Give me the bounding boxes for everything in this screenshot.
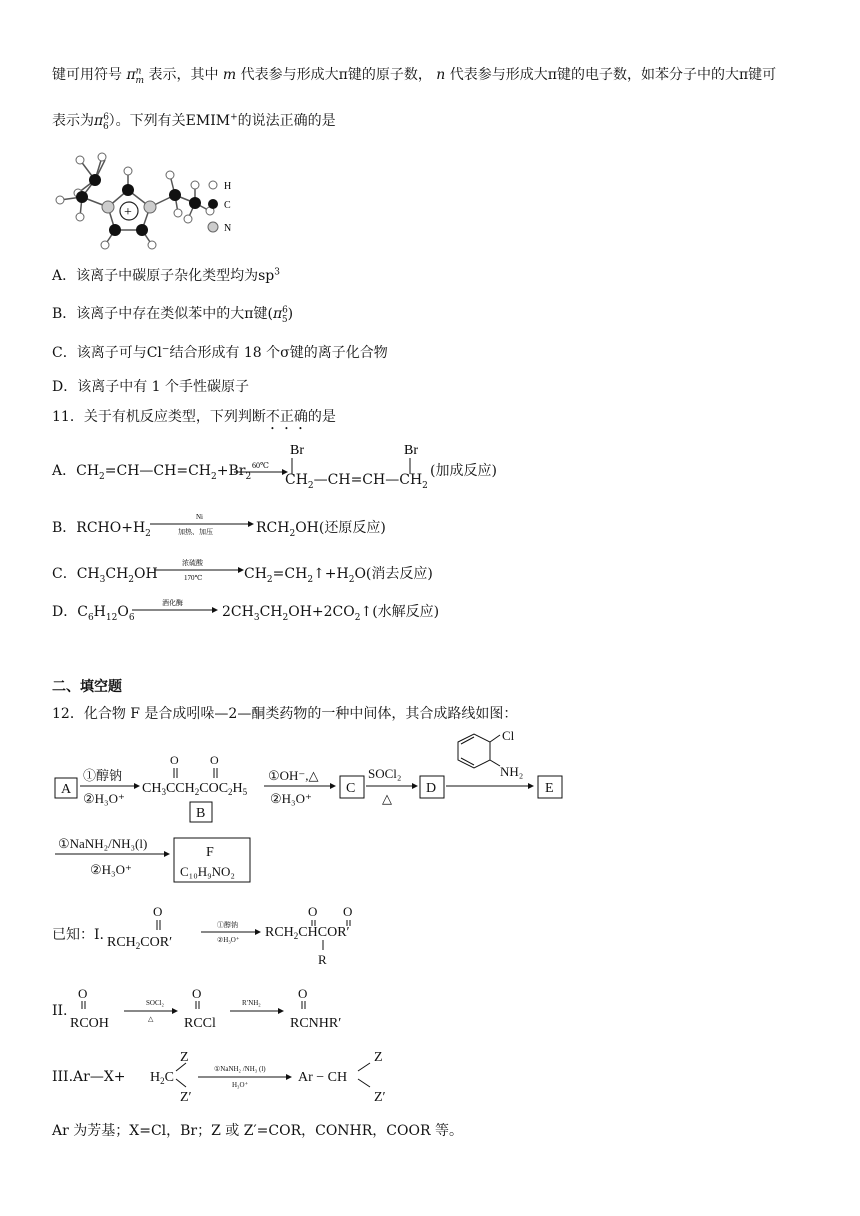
svg-text:Z: Z (374, 1050, 383, 1065)
svg-text:C: C (224, 200, 231, 211)
q11-option-a: A．$CH_2=CH—CH=CH_2+Br_2$ (52, 463, 252, 482)
svg-text:△: △ (148, 1015, 154, 1023)
svg-text:R′NH₂: R′NH₂ (242, 999, 261, 1007)
svg-text:Ar − CH: Ar − CH (298, 1070, 348, 1085)
known-i-reaction (105, 900, 395, 970)
svg-text:Z′: Z′ (180, 1090, 192, 1105)
svg-text:RCCl: RCCl (184, 1016, 216, 1031)
svg-text:C: C (346, 781, 356, 796)
svg-text:A: A (61, 782, 72, 797)
q12-stem: 12．化合物 F 是合成吲哚—2—酮类药物的一种中间体，其合成路线如图： (52, 706, 518, 722)
svg-text:60℃: 60℃ (252, 461, 269, 470)
known-iii-label: III.Ar—X+ (52, 1069, 126, 1085)
svg-text:C₁₀H₉NO₂: C₁₀H₉NO₂ (180, 864, 235, 879)
svg-text:B: B (196, 806, 206, 821)
q11-a-type: (加成反应) (430, 463, 497, 479)
svg-text:NH₂: NH₂ (500, 764, 524, 779)
svg-text:SOCl₂: SOCl₂ (368, 766, 402, 781)
q11-option-b: B．$RCHO+H_2$ (52, 520, 151, 539)
known-iii-reaction (148, 1045, 408, 1105)
svg-text:①NaNH₂/NH₃(l): ①NaNH₂/NH₃(l) (58, 836, 148, 851)
q11-c-right: $CH_2=CH_2↑+H_2O$(消去反应) (244, 566, 433, 585)
q11-d-arrow (130, 596, 222, 620)
known-ii-label: II. (52, 1003, 68, 1019)
svg-text:Z: Z (180, 1050, 189, 1065)
svg-text:②H₃O⁺: ②H₃O⁺ (83, 791, 125, 806)
q11-c-arrow (152, 556, 248, 584)
svg-text:Cl: Cl (502, 730, 515, 743)
svg-text:O: O (192, 986, 202, 1001)
pi-symbol: π (126, 67, 136, 83)
q11-b-right: $RCH_2OH$(还原反应) (256, 520, 386, 539)
svg-text:N: N (224, 223, 232, 234)
q11-d-right: $2CH_3CH_2OH+2CO_2↑$(水解反应) (222, 604, 440, 623)
svg-text:R: R (318, 952, 327, 967)
svg-text:O: O (170, 753, 179, 767)
svg-text:①醇钠: ①醇钠 (83, 768, 123, 783)
q10-option-d: D．该离子中有 1 个手性碳原子 (52, 379, 250, 395)
svg-text:CH3CCH2COC2H5: $CH_3CCH_2COC_2H_5$ (142, 781, 248, 797)
svg-text:O: O (78, 986, 88, 1001)
svg-text:Z′: Z′ (374, 1090, 386, 1105)
svg-text:RCH2COR′: $RCH_2COR'$ (107, 935, 173, 951)
svg-text:O: O (308, 904, 318, 919)
q11-stem: 11．关于有机反应类型，下列判断不正确的是 (52, 409, 336, 425)
q11-option-d: D．$C_6H_{12}O_6$ (52, 604, 135, 623)
svg-text:②H₃O⁺: ②H₃O⁺ (217, 936, 240, 944)
svg-text:O: O (153, 904, 163, 919)
svg-text:H₃O⁺: H₃O⁺ (232, 1081, 249, 1089)
svg-text:SOCl₂: SOCl₂ (146, 999, 165, 1007)
emim-molecule-figure (50, 145, 250, 255)
svg-text:①NaNH₂ /NH₃ (l): ①NaNH₂ /NH₃ (l) (214, 1065, 266, 1073)
svg-text:O: O (343, 904, 353, 919)
svg-text:RCNHR′: RCNHR′ (290, 1016, 342, 1031)
svg-text:H2C: $H_2C$ (150, 1070, 174, 1086)
section-title: 二、填空题 (52, 679, 122, 695)
svg-text:加热、加压: 加热、加压 (178, 528, 213, 536)
svg-text:②H₃O⁺: ②H₃O⁺ (270, 791, 312, 806)
svg-text:H: H (224, 181, 232, 192)
svg-text:+: + (124, 205, 132, 220)
svg-text:RCH2CHCOR′: $RCH_2CHCOR'$ (265, 925, 350, 941)
svg-text:Br: Br (290, 443, 304, 458)
intro-line-2: 表示为$\pi^6_6$）。下列有关EMIM+的说法正确的是 (52, 112, 336, 132)
q11-a-product: $CH_2—CH=CH—CH_2$ (285, 472, 428, 491)
q12-note: Ar 为芳基；X=Cl，Br；Z 或 Z′=COR，CONHR，COOR 等。 (52, 1123, 463, 1139)
q11-b-arrow (148, 510, 258, 538)
svg-text:O: O (210, 753, 219, 767)
svg-text:170℃: 170℃ (184, 574, 203, 582)
svg-text:E: E (545, 781, 554, 796)
svg-text:Br: Br (404, 443, 418, 458)
q11-option-c: C．$CH_3CH_2OH$ (52, 566, 158, 585)
known-label: 已知：I. (52, 927, 104, 943)
q10-option-a: A．该离子中碳原子杂化类型均为$sp^3$ (52, 267, 280, 284)
svg-text:O: O (298, 986, 308, 1001)
svg-text:②H₃O⁺: ②H₃O⁺ (90, 862, 132, 877)
q10-option-c: C．该离子可与Cl−结合形成有 18 个σ键的离子化合物 (52, 344, 388, 361)
intro-line-1: 键可用符号 $\pi^n_m$ 表示，其中 m 代表参与形成大π键的原子数， n 代表参与形成大π键的电子数，如苯分子中的大π键可 (52, 66, 777, 86)
svg-text:酒化酶: 酒化酶 (162, 599, 183, 607)
svg-text:△: △ (382, 791, 392, 806)
svg-text:Ni: Ni (196, 513, 203, 521)
svg-text:①OH⁻,△: ①OH⁻,△ (268, 768, 319, 783)
svg-text:F: F (206, 845, 214, 860)
svg-text:①醇钠: ①醇钠 (217, 921, 238, 929)
q10-option-b: B．该离子中存在类似苯中的大π键$(\pi^6_5)$ (52, 305, 294, 325)
svg-text:浓硫酸: 浓硫酸 (182, 559, 203, 567)
q12-synthesis-route (50, 730, 610, 890)
known-ii-reaction (66, 985, 366, 1035)
svg-text:D: D (426, 781, 437, 796)
svg-text:RCOH: RCOH (70, 1016, 109, 1031)
